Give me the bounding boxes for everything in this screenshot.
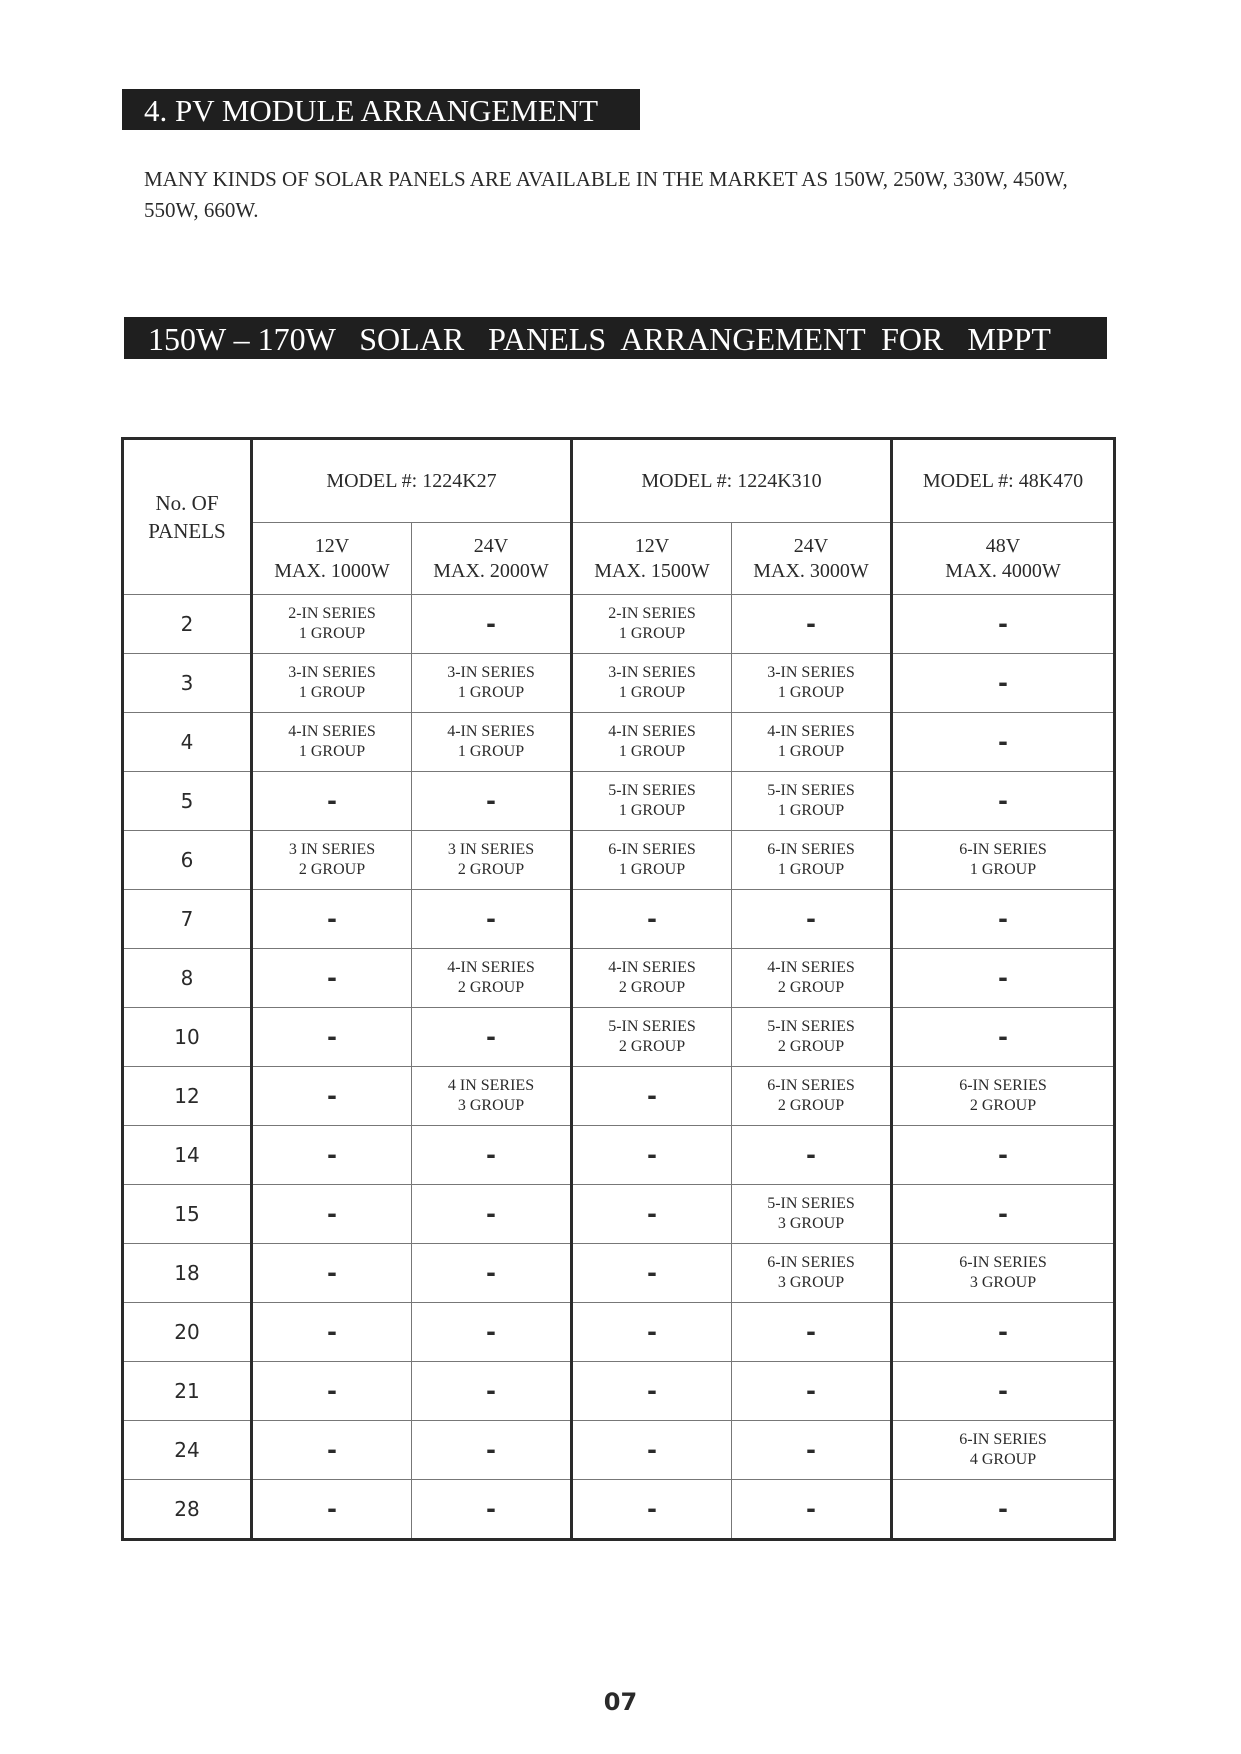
arrangement-cell [892, 1421, 1115, 1480]
group-label: 1 GROUP [618, 625, 686, 642]
series-label: 5-IN SERIES [608, 1018, 696, 1035]
table-row [123, 1480, 1115, 1540]
arrangement-cell [572, 949, 732, 1008]
arrangement-cell [892, 1185, 1115, 1244]
group-label: 1 GROUP [777, 802, 845, 819]
arrangement-cell [252, 831, 412, 890]
arrangement-cell [572, 1185, 732, 1244]
panel-count: 6 [123, 831, 252, 890]
voltage-label: 24V [793, 534, 829, 557]
series-label: 4-IN SERIES [767, 723, 855, 740]
series-label: 5-IN SERIES [608, 782, 696, 799]
series-label: 3-IN SERIES [767, 664, 855, 681]
arrangement-cell [892, 595, 1115, 654]
arrangement-cell [412, 772, 572, 831]
arrangement-cell [572, 1008, 732, 1067]
arrangement-cell [572, 1303, 732, 1362]
not-applicable-dash: - [486, 610, 496, 638]
table-row [123, 831, 1115, 890]
arrangement-cell [252, 1244, 412, 1303]
not-applicable-dash: - [998, 964, 1008, 992]
table-row [123, 1303, 1115, 1362]
not-applicable-dash: - [806, 905, 816, 933]
arrangement-cell [252, 1303, 412, 1362]
group-label: 1 GROUP [618, 743, 686, 760]
arrangement-cell [412, 1244, 572, 1303]
table-row [123, 654, 1115, 713]
not-applicable-dash: - [486, 787, 496, 815]
config-header [412, 523, 572, 595]
table-row [123, 595, 1115, 654]
group-label: 2 GROUP [969, 1097, 1037, 1114]
arrangement-cell [572, 1421, 732, 1480]
arrangement-cell [572, 1126, 732, 1185]
model-header: MODEL #: 48K470 [892, 439, 1115, 523]
group-label: 3 GROUP [969, 1274, 1037, 1291]
series-label: 6-IN SERIES [959, 1431, 1047, 1448]
arrangement-cell [412, 654, 572, 713]
group-label: 1 GROUP [777, 861, 845, 878]
not-applicable-dash: - [806, 1141, 816, 1169]
series-label: 6-IN SERIES [767, 1077, 855, 1094]
arrangement-cell [732, 1185, 892, 1244]
group-label: 1 GROUP [777, 743, 845, 760]
config-header [572, 523, 732, 595]
not-applicable-dash: - [998, 787, 1008, 815]
arrangement-cell [732, 1126, 892, 1185]
panel-count: 8 [123, 949, 252, 1008]
table-row [123, 949, 1115, 1008]
group-label: 2 GROUP [457, 861, 525, 878]
arrangement-cell [252, 1421, 412, 1480]
table-row [123, 1421, 1115, 1480]
series-label: 6-IN SERIES [959, 1077, 1047, 1094]
arrangement-cell [252, 949, 412, 1008]
section-title: 4. PV MODULE ARRANGEMENT [122, 89, 640, 130]
table-row [123, 1362, 1115, 1421]
arrangement-cell [252, 1126, 412, 1185]
not-applicable-dash: - [486, 1318, 496, 1346]
panel-count: 7 [123, 890, 252, 949]
not-applicable-dash: - [647, 1259, 657, 1287]
group-label: 2 GROUP [457, 979, 525, 996]
series-label: 4-IN SERIES [608, 959, 696, 976]
arrangement-cell [412, 1421, 572, 1480]
max-power-label: MAX. 1000W [274, 559, 390, 582]
panel-count: 10 [123, 1008, 252, 1067]
table-row [123, 1008, 1115, 1067]
group-label: 3 GROUP [777, 1215, 845, 1232]
not-applicable-dash: - [647, 1436, 657, 1464]
panels-column-header: No. OF PANELS [123, 439, 252, 595]
arrangement-cell [572, 654, 732, 713]
series-label: 2-IN SERIES [608, 605, 696, 622]
group-label: 3 GROUP [457, 1097, 525, 1114]
not-applicable-dash: - [998, 905, 1008, 933]
page-number: 07 [603, 1688, 638, 1716]
panel-arrangement-table [121, 437, 1116, 1541]
not-applicable-dash: - [486, 1436, 496, 1464]
arrangement-cell [732, 1067, 892, 1126]
series-label: 3 IN SERIES [288, 841, 376, 858]
arrangement-cell [412, 595, 572, 654]
intro-paragraph: MANY KINDS OF SOLAR PANELS ARE AVAILABLE IN THE MARKET AS 150W, 250W, 330W, 450W, 550W, 660W. [144, 167, 1068, 222]
arrangement-cell [572, 1480, 732, 1540]
not-applicable-dash: - [998, 669, 1008, 697]
not-applicable-dash: - [486, 1259, 496, 1287]
arrangement-cell [892, 654, 1115, 713]
series-label: 3 IN SERIES [447, 841, 535, 858]
panel-count: 21 [123, 1362, 252, 1421]
not-applicable-dash: - [647, 1318, 657, 1346]
not-applicable-dash: - [647, 1200, 657, 1228]
group-label: 1 GROUP [457, 743, 525, 760]
group-label: 1 GROUP [618, 861, 686, 878]
arrangement-cell [572, 1362, 732, 1421]
panel-count: 3 [123, 654, 252, 713]
series-label: 4-IN SERIES [447, 723, 535, 740]
series-label: 3-IN SERIES [608, 664, 696, 681]
arrangement-cell [412, 713, 572, 772]
max-power-label: MAX. 2000W [433, 559, 549, 582]
arrangement-cell [572, 831, 732, 890]
not-applicable-dash: - [327, 1082, 337, 1110]
arrangement-cell [732, 595, 892, 654]
arrangement-cell [252, 595, 412, 654]
group-label: 2 GROUP [777, 1038, 845, 1055]
not-applicable-dash: - [647, 1495, 657, 1523]
arrangement-cell [252, 654, 412, 713]
arrangement-cell [412, 1303, 572, 1362]
not-applicable-dash: - [998, 1200, 1008, 1228]
table-title: 150W – 170W SOLAR PANELS ARRANGEMENT FOR MPPT [124, 317, 1107, 359]
not-applicable-dash: - [327, 964, 337, 992]
arrangement-cell [892, 1480, 1115, 1540]
arrangement-cell [412, 831, 572, 890]
series-label: 4-IN SERIES [608, 723, 696, 740]
not-applicable-dash: - [327, 1200, 337, 1228]
arrangement-cell [892, 1244, 1115, 1303]
arrangement-cell [252, 772, 412, 831]
table-row [123, 1067, 1115, 1126]
table-row [123, 1185, 1115, 1244]
not-applicable-dash: - [486, 1141, 496, 1169]
series-label: 4-IN SERIES [447, 959, 535, 976]
not-applicable-dash: - [806, 1436, 816, 1464]
not-applicable-dash: - [806, 610, 816, 638]
series-label: 3-IN SERIES [447, 664, 535, 681]
arrangement-cell [412, 1067, 572, 1126]
series-label: 4-IN SERIES [767, 959, 855, 976]
series-label: 4 IN SERIES [447, 1077, 535, 1094]
not-applicable-dash: - [486, 1495, 496, 1523]
group-label: 2 GROUP [618, 979, 686, 996]
max-power-label: MAX. 3000W [753, 559, 869, 582]
not-applicable-dash: - [998, 1023, 1008, 1051]
arrangement-cell [252, 713, 412, 772]
arrangement-cell [892, 1008, 1115, 1067]
arrangement-cell [252, 1067, 412, 1126]
panel-count: 5 [123, 772, 252, 831]
arrangement-cell [572, 713, 732, 772]
arrangement-cell [892, 1303, 1115, 1362]
not-applicable-dash: - [647, 1377, 657, 1405]
max-power-label: MAX. 4000W [945, 559, 1061, 582]
arrangement-cell [572, 595, 732, 654]
not-applicable-dash: - [806, 1377, 816, 1405]
config-header [892, 523, 1115, 595]
arrangement-cell [252, 1362, 412, 1421]
series-label: 2-IN SERIES [288, 605, 376, 622]
not-applicable-dash: - [327, 1141, 337, 1169]
arrangement-cell [892, 831, 1115, 890]
table-row [123, 713, 1115, 772]
series-label: 5-IN SERIES [767, 1018, 855, 1035]
arrangement-cell [412, 1185, 572, 1244]
not-applicable-dash: - [998, 1495, 1008, 1523]
voltage-label: 12V [314, 534, 350, 557]
arrangement-cell [412, 1362, 572, 1421]
table-body [123, 595, 1115, 1540]
not-applicable-dash: - [327, 1495, 337, 1523]
table-row [123, 890, 1115, 949]
max-power-label: MAX. 1500W [594, 559, 710, 582]
model-header: MODEL #: 1224K27 [252, 439, 572, 523]
arrangement-cell [732, 1008, 892, 1067]
not-applicable-dash: - [327, 1023, 337, 1051]
arrangement-cell [252, 1008, 412, 1067]
not-applicable-dash: - [998, 610, 1008, 638]
model-header: MODEL #: 1224K310 [572, 439, 892, 523]
not-applicable-dash: - [327, 1436, 337, 1464]
arrangement-cell [732, 890, 892, 949]
config-header [732, 523, 892, 595]
arrangement-cell [412, 949, 572, 1008]
not-applicable-dash: - [486, 1200, 496, 1228]
series-label: 6-IN SERIES [959, 841, 1047, 858]
arrangement-cell [252, 1185, 412, 1244]
arrangement-cell [412, 1008, 572, 1067]
arrangement-cell [412, 1126, 572, 1185]
arrangement-cell [572, 890, 732, 949]
panel-count: 12 [123, 1067, 252, 1126]
config-header [252, 523, 412, 595]
not-applicable-dash: - [806, 1318, 816, 1346]
series-label: 5-IN SERIES [767, 1195, 855, 1212]
arrangement-cell [732, 654, 892, 713]
not-applicable-dash: - [998, 1318, 1008, 1346]
arrangement-cell [892, 949, 1115, 1008]
arrangement-cell [572, 1244, 732, 1303]
not-applicable-dash: - [647, 1082, 657, 1110]
series-label: 6-IN SERIES [767, 841, 855, 858]
group-label: 1 GROUP [298, 743, 366, 760]
not-applicable-dash: - [486, 905, 496, 933]
group-label: 1 GROUP [298, 684, 366, 701]
arrangement-cell [412, 890, 572, 949]
group-label: 2 GROUP [618, 1038, 686, 1055]
group-label: 1 GROUP [969, 861, 1037, 878]
not-applicable-dash: - [327, 1377, 337, 1405]
series-label: 6-IN SERIES [959, 1254, 1047, 1271]
arrangement-cell [892, 772, 1115, 831]
group-label: 1 GROUP [618, 684, 686, 701]
group-label: 4 GROUP [969, 1451, 1037, 1468]
panel-count: 14 [123, 1126, 252, 1185]
table-row [123, 1244, 1115, 1303]
series-label: 4-IN SERIES [288, 723, 376, 740]
not-applicable-dash: - [327, 905, 337, 933]
voltage-label: 24V [473, 534, 509, 557]
arrangement-cell [732, 1303, 892, 1362]
panel-count: 20 [123, 1303, 252, 1362]
voltage-label: 48V [985, 534, 1021, 557]
arrangement-cell [732, 1362, 892, 1421]
series-label: 5-IN SERIES [767, 782, 855, 799]
not-applicable-dash: - [998, 728, 1008, 756]
not-applicable-dash: - [806, 1495, 816, 1523]
arrangement-cell [892, 890, 1115, 949]
arrangement-cell [892, 1126, 1115, 1185]
arrangement-cell [252, 890, 412, 949]
arrangement-cell [732, 1480, 892, 1540]
arrangement-cell [732, 831, 892, 890]
arrangement-cell [412, 1480, 572, 1540]
arrangement-cell [892, 713, 1115, 772]
panel-count: 15 [123, 1185, 252, 1244]
arrangement-cell [732, 713, 892, 772]
group-label: 2 GROUP [298, 861, 366, 878]
panel-count: 28 [123, 1480, 252, 1540]
panel-count: 24 [123, 1421, 252, 1480]
not-applicable-dash: - [998, 1377, 1008, 1405]
not-applicable-dash: - [327, 1259, 337, 1287]
group-label: 1 GROUP [298, 625, 366, 642]
group-label: 1 GROUP [618, 802, 686, 819]
arrangement-cell [732, 772, 892, 831]
series-label: 6-IN SERIES [767, 1254, 855, 1271]
arrangement-cell [892, 1067, 1115, 1126]
group-label: 3 GROUP [777, 1274, 845, 1291]
panel-count: 2 [123, 595, 252, 654]
panel-count: 4 [123, 713, 252, 772]
not-applicable-dash: - [327, 787, 337, 815]
series-label: 6-IN SERIES [608, 841, 696, 858]
not-applicable-dash: - [647, 1141, 657, 1169]
not-applicable-dash: - [486, 1023, 496, 1051]
arrangement-cell [572, 1067, 732, 1126]
group-label: 1 GROUP [457, 684, 525, 701]
not-applicable-dash: - [327, 1318, 337, 1346]
not-applicable-dash: - [998, 1141, 1008, 1169]
arrangement-cell [732, 949, 892, 1008]
voltage-label: 12V [634, 534, 670, 557]
group-label: 2 GROUP [777, 979, 845, 996]
group-label: 1 GROUP [777, 684, 845, 701]
table-row [123, 772, 1115, 831]
panel-count: 18 [123, 1244, 252, 1303]
arrangement-cell [252, 1480, 412, 1540]
arrangement-cell [892, 1362, 1115, 1421]
not-applicable-dash: - [647, 905, 657, 933]
group-label: 2 GROUP [777, 1097, 845, 1114]
table-row [123, 1126, 1115, 1185]
series-label: 3-IN SERIES [288, 664, 376, 681]
arrangement-cell [572, 772, 732, 831]
arrangement-cell [732, 1421, 892, 1480]
not-applicable-dash: - [486, 1377, 496, 1405]
arrangement-cell [732, 1244, 892, 1303]
